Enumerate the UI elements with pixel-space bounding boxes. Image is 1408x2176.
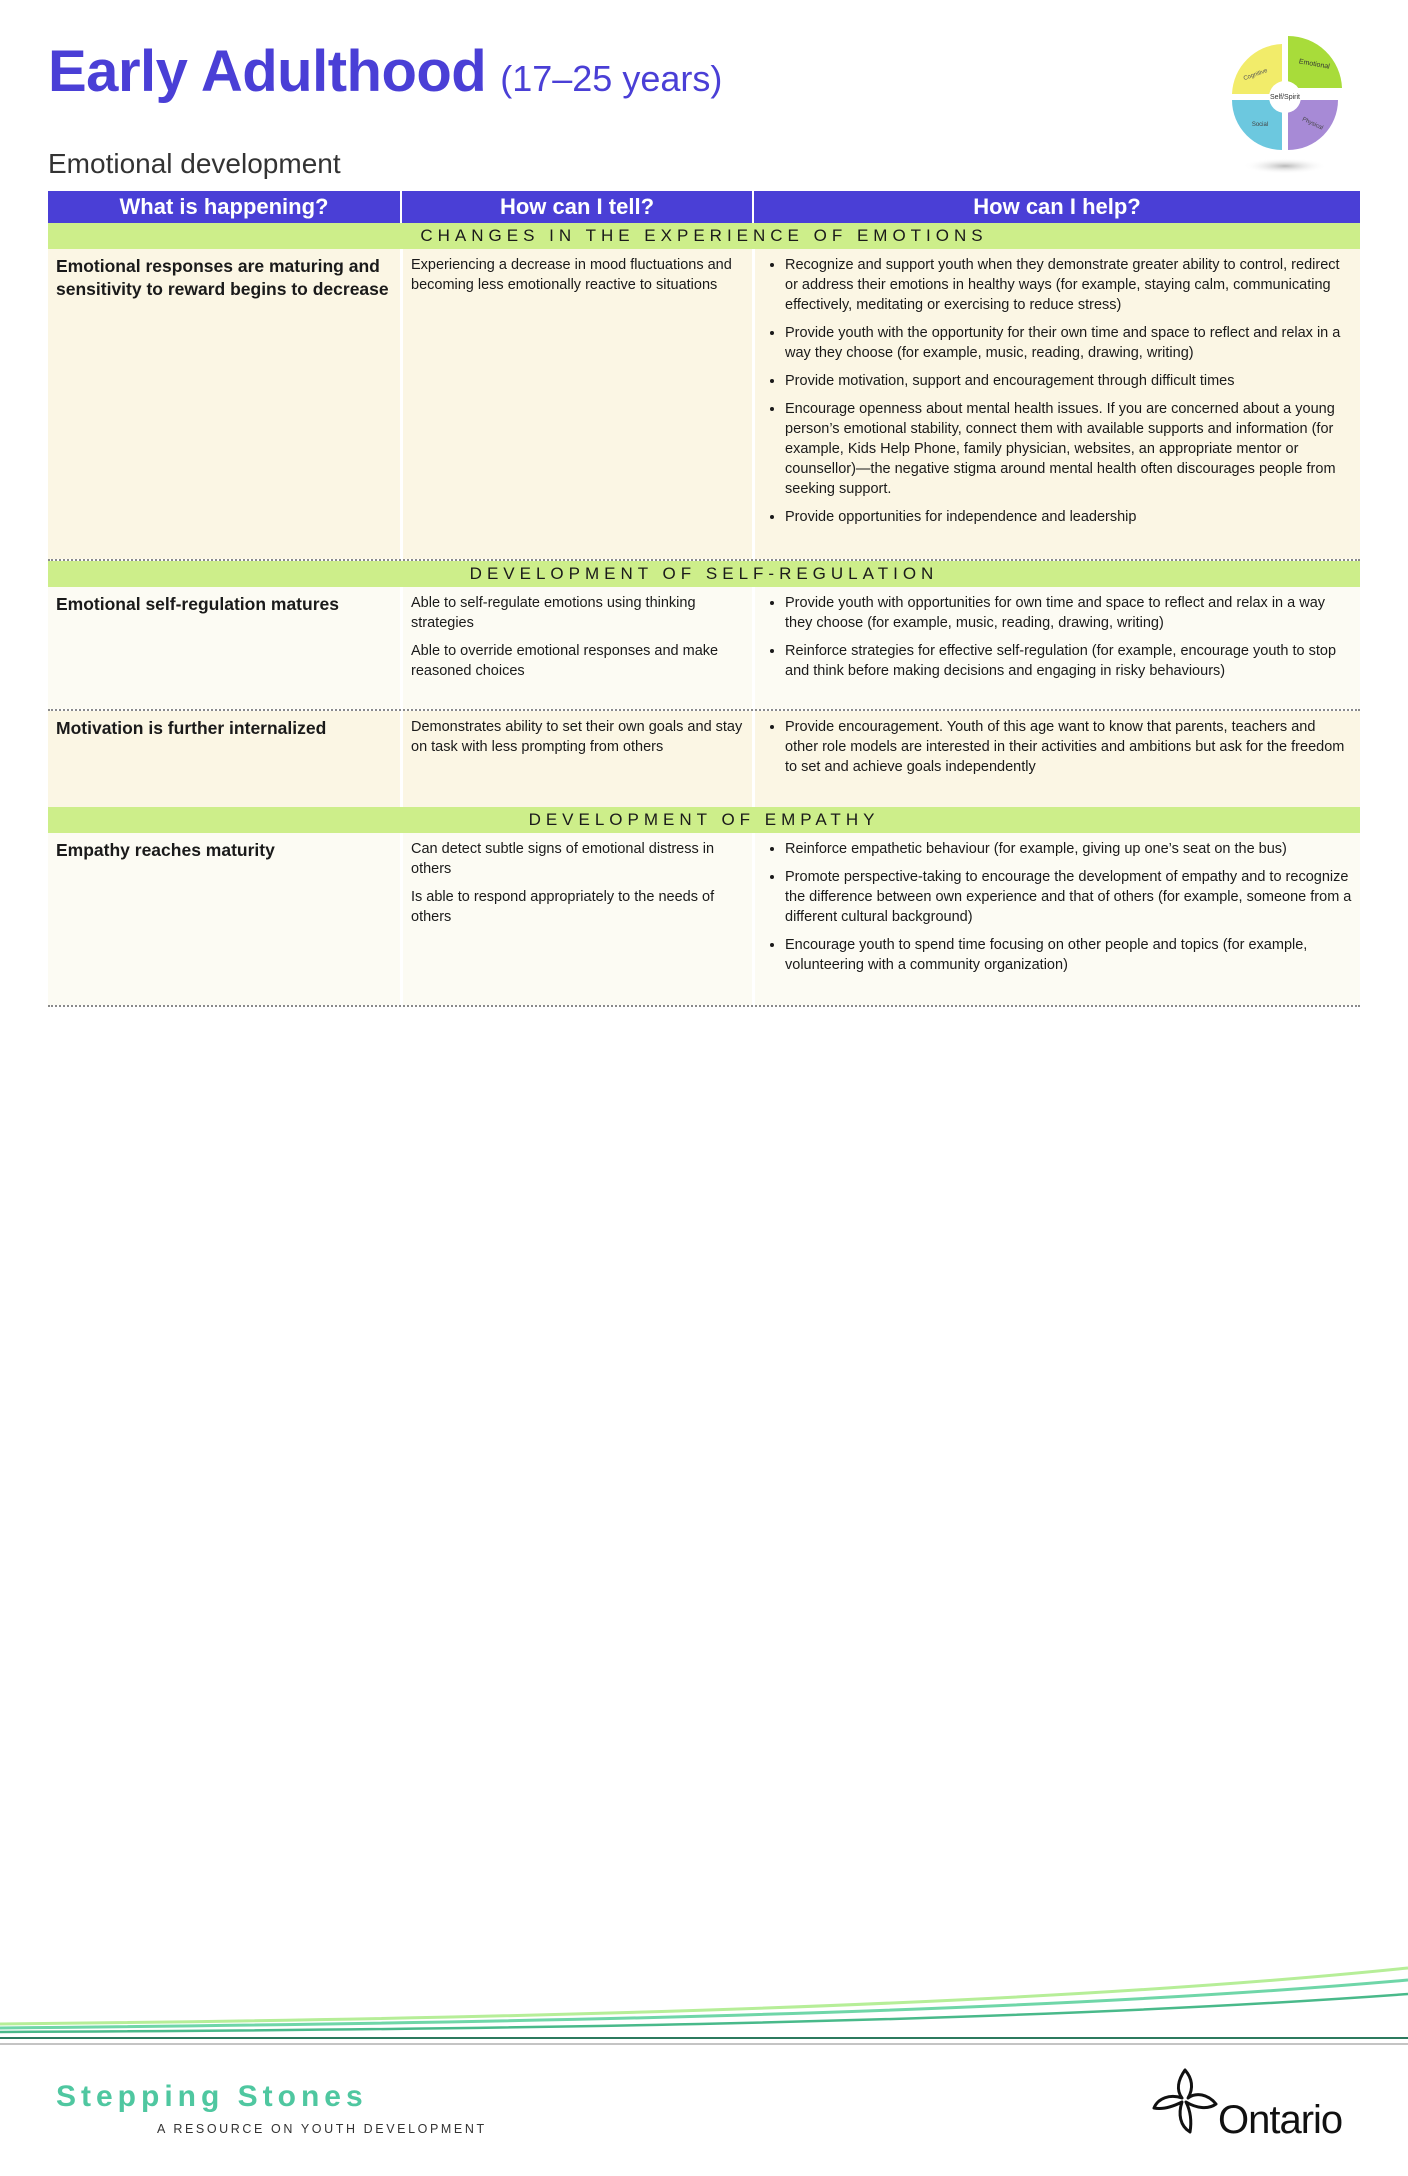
help-list	[763, 255, 1352, 527]
help-item: • Provide youth with the opportunity for their own time and space to reflect and relax in a way they choose (for example, music, reading, drawing, writing)	[785, 323, 1352, 363]
tell-cell	[400, 833, 752, 1005]
help-cell	[752, 587, 1360, 709]
stepping-stones-logo: Stepping Stones	[56, 2080, 368, 2113]
tell-item: Experiencing a decrease in mood fluctuations and becoming less emotionally reactive to situations	[411, 257, 732, 293]
tell-cell	[400, 587, 752, 709]
help-item: • Reinforce strategies for effective self-regulation (for example, encourage youth to stop and think before making decisions and engaging in risky behaviours)	[785, 641, 1352, 681]
help-item: • Provide motivation, support and encouragement through difficult times	[785, 371, 1352, 391]
help-list	[763, 593, 1352, 681]
footer-wave-decoration	[0, 1960, 1408, 2050]
tell-cell	[400, 249, 752, 559]
help-cell	[752, 711, 1360, 807]
wheel-label-center: Self/Spirit	[1270, 94, 1300, 101]
table-row	[48, 249, 1360, 561]
help-item: • Recognize and support youth when they demonstrate greater ability to control, redirect or address their emotions in healthy ways (for example, staying calm, communicating effectively, meditating or exercising to reduce stress)	[785, 255, 1352, 315]
table-row	[48, 833, 1360, 1007]
tell-item: Can detect subtle signs of emotional distress in others	[411, 841, 715, 877]
wheel-label-physical: Physical	[1301, 116, 1324, 132]
happening-cell: Empathy reaches maturity	[48, 833, 400, 1005]
section-band-self-regulation: DEVELOPMENT OF SELF-REGULATION	[48, 561, 1360, 587]
column-header-tell: How can I tell?	[400, 191, 752, 223]
help-item: • Encourage youth to spend time focusing on other people and topics (for example, volunteering with a community organization)	[785, 935, 1352, 975]
wheel-label-cognitive: Cognitive	[1242, 67, 1269, 83]
help-list	[763, 717, 1352, 777]
help-cell	[752, 249, 1360, 559]
help-item: • Promote perspective-taking to encourage the development of empathy and to recognize the difference between own experience and that of others (for example, someone from a different cultural background)	[785, 867, 1352, 927]
help-item: • Reinforce empathetic behaviour (for example, giving up one’s seat on the bus)	[785, 839, 1352, 859]
section-title: Emotional development	[48, 148, 341, 179]
help-cell	[752, 833, 1360, 1005]
tell-cell	[400, 711, 752, 807]
tell-item: Able to self-regulate emotions using thinking strategies	[411, 595, 696, 631]
happening-cell: Emotional self-regulation matures	[48, 587, 400, 709]
development-wheel-logo	[1220, 32, 1350, 182]
wheel-label-social: Social	[1251, 122, 1269, 128]
trillium-icon	[1150, 2060, 1220, 2140]
table-row	[48, 711, 1360, 807]
tell-item: Demonstrates ability to set their own goals and stay on task with less prompting from others	[411, 719, 743, 755]
development-table	[48, 191, 1360, 1007]
help-list	[763, 839, 1352, 975]
section-band-empathy: DEVELOPMENT OF EMPATHY	[48, 807, 1360, 833]
footer-tagline: A RESOURCE ON YOUTH DEVELOPMENT	[157, 2122, 487, 2136]
section-band-emotions: CHANGES IN THE EXPERIENCE OF EMOTIONS	[48, 223, 1360, 249]
title-age-range: (17–25 years)	[500, 58, 723, 99]
help-item: • Provide youth with opportunities for own time and space to reflect and relax in a way they choose (for example, music, reading, drawing, writing)	[785, 593, 1352, 633]
tell-item: Able to override emotional responses and make reasoned choices	[411, 643, 719, 679]
help-item: • Encourage openness about mental health issues. If you are concerned about a young person’s emotional stability, connect them with available supports and information (for example, Kids Help Phone, family physician, websites, an appropriate mentor or counsellor)—the negative stigma around mental health often discourages people from seeking support.	[785, 399, 1352, 499]
help-item: • Provide encouragement. Youth of this age want to know that parents, teachers and other role models are interested in their activities and ambitions but ask for the freedom to set and achieve goals independently	[785, 717, 1352, 777]
tell-item: Is able to respond appropriately to the needs of others	[411, 889, 715, 925]
happening-cell: Emotional responses are maturing and sensitivity to reward begins to decrease	[48, 249, 400, 559]
column-header-happening: What is happening?	[48, 191, 400, 223]
happening-cell: Motivation is further internalized	[48, 711, 400, 807]
table-row	[48, 587, 1360, 711]
page-title	[48, 38, 722, 105]
help-item: • Provide opportunities for independence and leadership	[785, 507, 1352, 527]
wheel-label-emotional: Emotional	[1298, 58, 1331, 71]
table-header	[48, 191, 1360, 223]
ontario-wordmark: Ontario	[1218, 2098, 1343, 2142]
column-header-help: How can I help?	[752, 191, 1360, 223]
title-main: Early Adulthood	[48, 39, 487, 104]
